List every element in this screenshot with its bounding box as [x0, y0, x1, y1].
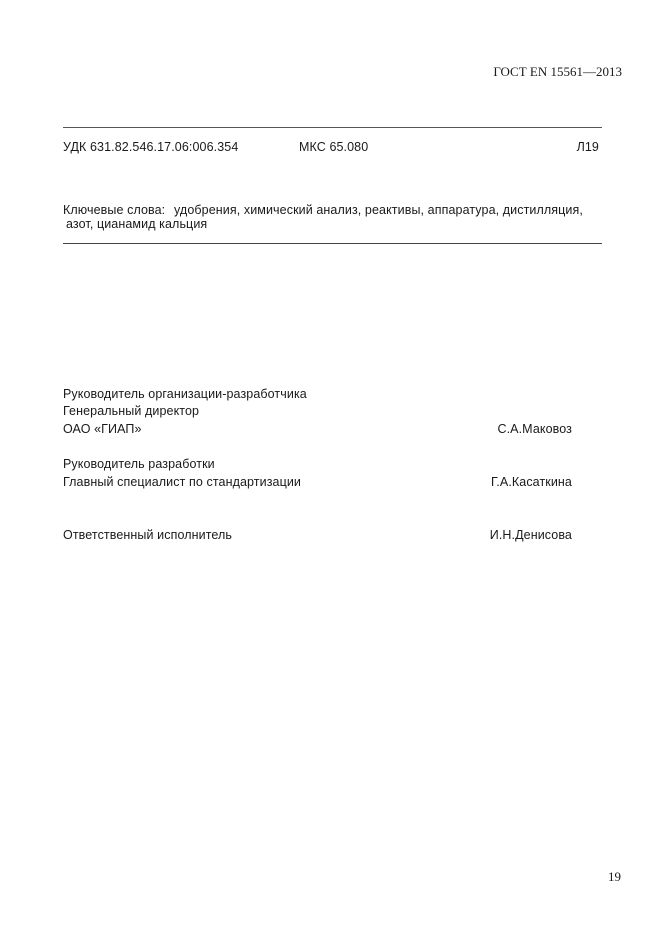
udk-code: УДК 631.82.546.17.06:006.354 [63, 140, 239, 154]
developer-head-name: С.А.Маковоз [497, 422, 572, 436]
development-lead-role: Руководитель разработки [63, 457, 215, 471]
development-lead-position: Главный специалист по стандартизации [63, 475, 302, 489]
executor-name: И.Н.Денисова [489, 528, 572, 542]
standard-code: ГОСТ EN 15561—2013 [493, 64, 622, 79]
top-divider [63, 127, 602, 128]
keywords-line-1: удобрения, химический анализ, реактивы, аппаратура, дистилляция, [174, 203, 583, 217]
mks-code: МКС 65.080 [299, 140, 369, 154]
developer-head-position: Генеральный директор [63, 404, 200, 418]
development-lead-name: Г.А.Касаткина [490, 475, 572, 489]
keywords-line-2: азот, цианамид кальция [66, 217, 208, 231]
keywords-divider [63, 243, 602, 244]
keywords-label: Ключевые слова: [63, 203, 166, 217]
executor-role: Ответственный исполнитель [63, 528, 233, 542]
developer-head-organization: ОАО «ГИАП» [63, 422, 142, 436]
developer-head-role: Руководитель организации-разработчика [63, 387, 307, 401]
group-code: Л19 [576, 140, 599, 154]
page-number: 19 [608, 869, 621, 884]
